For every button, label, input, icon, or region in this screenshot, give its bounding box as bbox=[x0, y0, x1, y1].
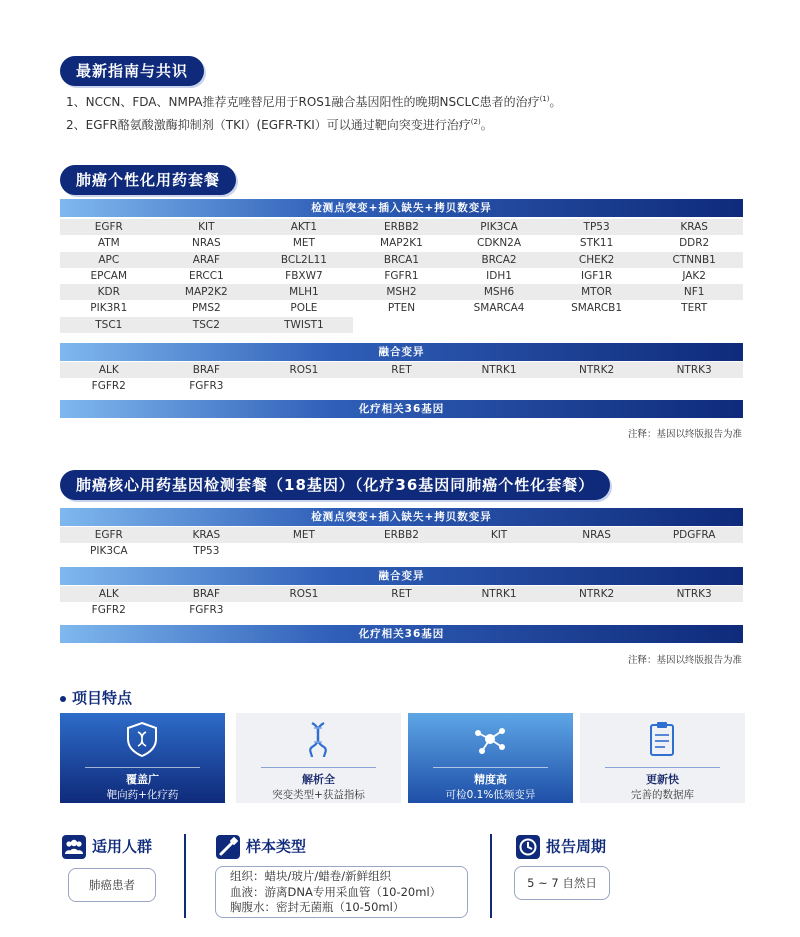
panel2-mutation-grid bbox=[60, 527, 743, 560]
feature-card-title: 解析全 bbox=[302, 773, 335, 786]
gene-cell: CTNNB1 bbox=[645, 252, 743, 268]
card-divider bbox=[85, 767, 200, 768]
empty-cell bbox=[353, 602, 451, 618]
guideline-item-1 bbox=[66, 93, 562, 110]
guideline-item-2-text: 2、EGFR酪氨酸激酶抑制剂（TKI）(EGFR-TKI）可以通过靶向突变进行治疗 bbox=[66, 118, 471, 132]
empty-cell bbox=[450, 543, 548, 559]
gene-cell: ERCC1 bbox=[158, 268, 256, 284]
gene-row bbox=[60, 252, 743, 268]
gene-row bbox=[60, 602, 743, 618]
gene-cell: MAP2K1 bbox=[353, 235, 451, 251]
gene-cell: BRAF bbox=[158, 362, 256, 378]
report-heading bbox=[516, 835, 606, 859]
feature-card-precision bbox=[408, 713, 573, 803]
gene-cell: PTEN bbox=[353, 300, 451, 316]
guideline-item-2 bbox=[66, 116, 493, 133]
gene-cell: TSC2 bbox=[158, 317, 256, 333]
divider-line bbox=[490, 834, 492, 918]
gene-cell: RET bbox=[353, 586, 451, 602]
sample-line-blood: 血液：游离DNA专用采血管（10-20ml） bbox=[230, 884, 442, 899]
panel2-mutation-band: 检测点突变+插入缺失+拷贝数变异 bbox=[60, 508, 743, 526]
dna-helix-icon bbox=[298, 719, 338, 759]
gene-cell: NTRK3 bbox=[645, 586, 743, 602]
sample-line-effusion: 胸腹水：密封无菌瓶（10-50ml） bbox=[230, 900, 405, 914]
gene-cell: IGF1R bbox=[548, 268, 646, 284]
feature-card-subtitle: 靶向药+化疗药 bbox=[106, 789, 179, 801]
gene-cell: BRAF bbox=[158, 586, 256, 602]
panel1-fusion-grid bbox=[60, 362, 743, 395]
gene-cell: STK11 bbox=[548, 235, 646, 251]
guideline-item-1-text: 1、NCCN、FDA、NMPA推荐克唑替尼用于ROS1融合基因阳性的晚期NSCLC患者的治疗 bbox=[66, 95, 540, 109]
gene-cell: NF1 bbox=[645, 284, 743, 300]
panel1-remark: 注释：基因以终版报告为准 bbox=[627, 429, 742, 440]
gene-cell: ALK bbox=[60, 362, 158, 378]
population-heading bbox=[62, 835, 152, 859]
panel1-title: 肺癌个性化用药套餐 bbox=[60, 165, 236, 195]
empty-cell bbox=[645, 378, 743, 394]
feature-card-subtitle: 可检0.1%低频变异 bbox=[445, 789, 536, 801]
empty-cell bbox=[645, 602, 743, 618]
gene-cell: KRAS bbox=[158, 527, 256, 543]
sample-title: 样本类型 bbox=[246, 837, 307, 856]
panel2-fusion-grid bbox=[60, 586, 743, 619]
gene-cell: ERBB2 bbox=[353, 527, 451, 543]
gene-cell: TP53 bbox=[548, 219, 646, 235]
feature-card-analysis bbox=[236, 713, 401, 803]
gene-cell: MLH1 bbox=[255, 284, 353, 300]
gene-cell: PMS2 bbox=[158, 300, 256, 316]
gene-cell: PIK3CA bbox=[450, 219, 548, 235]
gene-cell: CHEK2 bbox=[548, 252, 646, 268]
clock-icon bbox=[516, 835, 540, 859]
gene-cell: PIK3CA bbox=[60, 543, 158, 559]
gene-cell: NTRK3 bbox=[645, 362, 743, 378]
gene-cell: FGFR2 bbox=[60, 378, 158, 394]
clipboard-icon bbox=[642, 719, 682, 759]
card-divider bbox=[433, 767, 548, 768]
gene-row bbox=[60, 586, 743, 602]
gene-cell: TP53 bbox=[158, 543, 256, 559]
gene-cell: NTRK1 bbox=[450, 586, 548, 602]
gene-cell: MTOR bbox=[548, 284, 646, 300]
gene-cell: TERT bbox=[645, 300, 743, 316]
feature-card-subtitle: 突变类型+获益指标 bbox=[272, 789, 365, 801]
feature-card-coverage bbox=[60, 713, 225, 803]
gene-cell: EGFR bbox=[60, 527, 158, 543]
gene-cell: ROS1 bbox=[255, 362, 353, 378]
panel1-mutation-grid bbox=[60, 219, 743, 333]
guideline-item-1-end: 。 bbox=[549, 95, 562, 109]
sample-line-tissue: 组织：蜡块/玻片/蜡卷/新鲜组织 bbox=[230, 869, 392, 883]
gene-row bbox=[60, 268, 743, 284]
feature-card-subtitle: 完善的数据库 bbox=[631, 789, 694, 801]
panel2-remark: 注释：基因以终版报告为准 bbox=[627, 655, 742, 666]
report-title: 报告周期 bbox=[546, 837, 607, 856]
gene-cell: ATM bbox=[60, 235, 158, 251]
gene-cell: MSH2 bbox=[353, 284, 451, 300]
gene-row bbox=[60, 219, 743, 235]
gene-cell: MAP2K2 bbox=[158, 284, 256, 300]
gene-cell: RET bbox=[353, 362, 451, 378]
population-title: 适用人群 bbox=[92, 837, 153, 856]
feature-card-title: 更新快 bbox=[646, 773, 679, 786]
empty-cell bbox=[255, 543, 353, 559]
gene-row bbox=[60, 543, 743, 559]
gene-cell: ERBB2 bbox=[353, 219, 451, 235]
gene-row bbox=[60, 378, 743, 394]
population-value: 肺癌患者 bbox=[89, 878, 135, 892]
empty-cell bbox=[548, 378, 646, 394]
gene-cell: IDH1 bbox=[450, 268, 548, 284]
panel1-chemo-band: 化疗相关36基因 bbox=[60, 400, 743, 418]
gene-cell: PIK3R1 bbox=[60, 300, 158, 316]
empty-cell bbox=[353, 543, 451, 559]
card-divider bbox=[261, 767, 376, 768]
panel1-mutation-band: 检测点突变+插入缺失+拷贝数变异 bbox=[60, 199, 743, 217]
empty-cell bbox=[548, 317, 646, 333]
gene-cell: KIT bbox=[158, 219, 256, 235]
sample-heading bbox=[216, 835, 306, 859]
gene-cell: FGFR3 bbox=[158, 602, 256, 618]
empty-cell bbox=[353, 378, 451, 394]
gene-cell: MET bbox=[255, 235, 353, 251]
gene-cell: FBXW7 bbox=[255, 268, 353, 284]
gene-cell: DDR2 bbox=[645, 235, 743, 251]
gene-cell: MSH6 bbox=[450, 284, 548, 300]
pipette-icon bbox=[216, 835, 240, 859]
gene-cell: SMARCA4 bbox=[450, 300, 548, 316]
divider-line bbox=[184, 834, 186, 918]
empty-cell bbox=[645, 543, 743, 559]
gene-cell: BRCA1 bbox=[353, 252, 451, 268]
sample-box bbox=[215, 866, 468, 918]
population-value-box bbox=[68, 868, 156, 902]
gene-row bbox=[60, 300, 743, 316]
feature-card-title: 精度高 bbox=[474, 773, 507, 786]
gene-row bbox=[60, 317, 743, 333]
gene-cell: ARAF bbox=[158, 252, 256, 268]
gene-cell: CDKN2A bbox=[450, 235, 548, 251]
panel2-title: 肺癌核心用药基因检测套餐（18基因）（化疗36基因同肺癌个性化套餐） bbox=[60, 470, 610, 500]
empty-cell bbox=[450, 378, 548, 394]
empty-cell bbox=[645, 317, 743, 333]
gene-cell: FGFR1 bbox=[353, 268, 451, 284]
empty-cell bbox=[548, 602, 646, 618]
gene-cell: FGFR3 bbox=[158, 378, 256, 394]
empty-cell bbox=[548, 543, 646, 559]
gene-cell: KIT bbox=[450, 527, 548, 543]
gene-cell: ALK bbox=[60, 586, 158, 602]
features-title bbox=[60, 687, 132, 708]
guideline-item-1-ref: (1) bbox=[539, 95, 550, 103]
gene-cell: POLE bbox=[255, 300, 353, 316]
gene-cell: NRAS bbox=[548, 527, 646, 543]
guideline-title: 最新指南与共识 bbox=[60, 56, 204, 86]
gene-row bbox=[60, 235, 743, 251]
gene-row bbox=[60, 527, 743, 543]
guideline-item-2-ref: (2) bbox=[470, 118, 481, 126]
gene-cell: TSC1 bbox=[60, 317, 158, 333]
empty-cell bbox=[353, 317, 451, 333]
empty-cell bbox=[255, 602, 353, 618]
gene-cell: TWIST1 bbox=[255, 317, 353, 333]
panel2-fusion-band: 融合变异 bbox=[60, 567, 743, 585]
gene-row bbox=[60, 362, 743, 378]
panel2-chemo-band: 化疗相关36基因 bbox=[60, 625, 743, 643]
gene-cell: EPCAM bbox=[60, 268, 158, 284]
gene-cell: ROS1 bbox=[255, 586, 353, 602]
panel1-fusion-band: 融合变异 bbox=[60, 343, 743, 361]
guideline-item-2-end: 。 bbox=[480, 118, 493, 132]
gene-cell: PDGFRA bbox=[645, 527, 743, 543]
gene-cell: NTRK2 bbox=[548, 586, 646, 602]
gene-cell: BRCA2 bbox=[450, 252, 548, 268]
gene-cell: SMARCB1 bbox=[548, 300, 646, 316]
gene-cell: APC bbox=[60, 252, 158, 268]
gene-cell: NTRK2 bbox=[548, 362, 646, 378]
people-icon bbox=[62, 835, 86, 859]
empty-cell bbox=[450, 317, 548, 333]
gene-cell: KDR bbox=[60, 284, 158, 300]
gene-cell: EGFR bbox=[60, 219, 158, 235]
gene-cell: AKT1 bbox=[255, 219, 353, 235]
bullet-dot bbox=[60, 696, 66, 702]
gene-cell: KRAS bbox=[645, 219, 743, 235]
empty-cell bbox=[255, 378, 353, 394]
gene-row bbox=[60, 284, 743, 300]
card-divider bbox=[605, 767, 720, 768]
gene-cell: FGFR2 bbox=[60, 602, 158, 618]
features-title-text: 项目特点 bbox=[72, 689, 133, 707]
feature-card-title: 覆盖广 bbox=[126, 773, 159, 786]
report-value: 5 ~ 7 自然日 bbox=[527, 876, 597, 890]
gene-cell: NRAS bbox=[158, 235, 256, 251]
empty-cell bbox=[450, 602, 548, 618]
feature-card-update bbox=[580, 713, 745, 803]
gene-cell: BCL2L11 bbox=[255, 252, 353, 268]
gene-cell: NTRK1 bbox=[450, 362, 548, 378]
shield-dna-icon bbox=[122, 719, 162, 759]
molecule-icon bbox=[470, 719, 510, 759]
report-value-box bbox=[514, 866, 610, 900]
gene-cell: MET bbox=[255, 527, 353, 543]
gene-cell: JAK2 bbox=[645, 268, 743, 284]
